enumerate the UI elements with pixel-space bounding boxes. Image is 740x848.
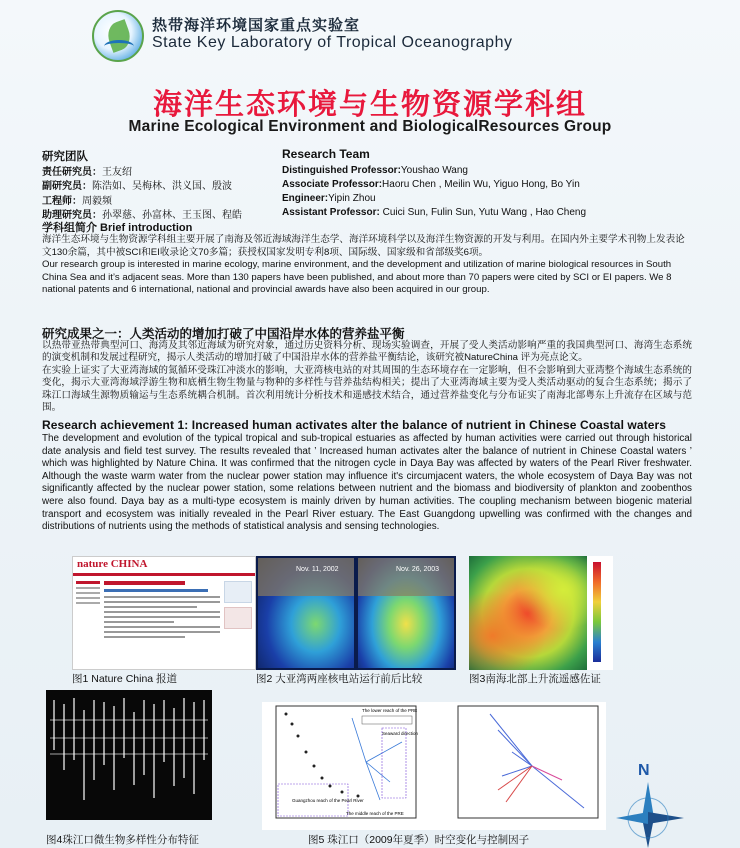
map-after-date: Nov. 26, 2003	[396, 566, 440, 573]
gel-bands	[46, 690, 212, 820]
achievement-cn-body	[42, 340, 692, 414]
figure-4-caption: 图4珠江口微生物多样性分布特征	[46, 834, 199, 846]
lab-name-cn: 热带海洋环境国家重点实验室	[152, 17, 361, 34]
team-en-heading: Research Team	[282, 147, 370, 161]
team-en-row: Assistant Professor: Cuici Sun, Fulin Sun, Yutu Wang , Hao Cheng	[282, 207, 587, 218]
team-en	[282, 147, 586, 220]
figure-4-image	[46, 690, 212, 820]
team-en-row: Engineer:Yipin Zhou	[282, 193, 376, 204]
figure-3-image	[469, 556, 613, 670]
intro-heading: 学科组简介 Brief introduction	[42, 222, 193, 234]
figure-5-caption: 图5 珠江口（2009年夏季）时空变化与控制因子	[308, 834, 530, 846]
figure-3-caption: 图3南海北部上升流遥感佐证	[469, 673, 601, 685]
nature-china-logo: nature CHINA	[77, 558, 148, 570]
achievement-en-body: The development and evolution of the typical tropical and sub-tropical estuaries as affected by human activities were carried out through historical date analysis and field test survey. The results revealed that ’ Increased human activates alter the balance of nutrient in Chinese Coastal waters ’ which was highlighted by Nature China. It was confirmed that the nitrogen cycle in Daya Bay was affected by waters of the Pearl River freshwater. Although the waste warm water from the nuclear power station may influence it's circumjacent waters, the whole ecosystem of Daya Bay was not significantly affected by the nuclear power station, some relations between nutrient and the biomass and biodiversity of plankton and zoobenthos were also found. Daya bay as a multi-type ecosystem is mainly driven by human activities. The coupling mechanism between biogenic material transport and ecosystem was initially revealed in the Pearl River estuary. The East Guangdong upwelling was confirmed with the changes and distributions of nutrients using the methods of statistical analysis and sensing technologies.	[42, 433, 692, 533]
team-cn-heading: 研究团队	[42, 151, 88, 163]
figure-1-caption: 图1 Nature China 报道	[72, 673, 178, 685]
label-seaward-direction: Seaward direction	[382, 731, 419, 736]
map-before-date: Nov. 11, 2002	[296, 566, 339, 573]
map-before	[258, 558, 354, 668]
page-title-cn: 海洋生态环境与生物资源学科组	[152, 87, 587, 121]
lab-logo	[92, 10, 144, 62]
team-cn-row: 责任研究员：王友绍	[42, 166, 132, 178]
map-after	[358, 558, 454, 668]
figure-2-caption: 图2 大亚湾两座核电站运行前后比较	[256, 673, 423, 685]
upwelling-map	[469, 556, 587, 670]
team-cn-row: 副研究员：陈浩如、吴梅林、洪义国、殷波	[42, 181, 232, 192]
label-middle-reach: The middle reach of the PRE	[346, 811, 404, 816]
achievement-cn-heading: 研究成果之一：人类活动的增加打破了中国沿岸水体的营养盐平衡	[42, 327, 405, 341]
nature-china-banner	[73, 557, 255, 576]
label-guangzhou-reach: Guangzhou reach of the Pearl River	[292, 798, 364, 803]
intro-en: Our research group is interested in marine ecology, marine environment, and the development and utilization of marine biological resources in South China Sea and it’s adjacent seas. More than 130 papers have been published, and about more than 70 papers were cited by SCI or EI papers. We 8 national patents and 6 international, national and provincial awards have also been acquired in our group.	[42, 259, 672, 296]
compass-north-label: N	[638, 762, 650, 779]
team-cn	[42, 150, 242, 224]
ordination-plots	[262, 702, 606, 830]
compass-rose-icon	[614, 756, 694, 848]
team-en-row: Associate Professor:Haoru Chen , Meilin Wu, Yiguo Hong, Bo Yin	[282, 179, 580, 190]
intro-section	[42, 222, 692, 296]
page-title-en: Marine Ecological Environment and BiologicalResources Group	[128, 118, 612, 135]
color-scale-bar	[593, 562, 601, 662]
figure-2-image	[256, 556, 456, 670]
lab-name-en: State Key Laboratory of Tropical Oceanography	[152, 34, 513, 51]
intro-cn: 海洋生态环境与生物资源学科组主要开展了南海及邻近海域海洋生态学、海洋环境科学以及海洋生物资源的开发与利用。在国内外主要学术刊物上发表论文130余篇，其中被SCI和EI收录论文70多篇；获授权国家发明专利8项、国际级、国家级和省部级奖6项。	[42, 234, 685, 258]
wave-icon	[104, 40, 134, 53]
team-cn-row: 助理研究员：孙翠慈、孙富林、王玉图、程皓	[42, 210, 242, 221]
team-en-row: Distinguished Professor:Youshao Wang	[282, 165, 468, 176]
achievement-en-heading: Research achievement 1: Increased human activates alter the balance of nutrient in Chinese Coastal waters	[42, 418, 667, 432]
achievement-cn-p2: 在实验上证实了大亚湾海域的氮循环受珠江冲淡水的影响，大亚湾核电站的对其周围的生态环境存在一定影响，但不会影响到大亚湾整个海域生态系统的变化，揭示大亚湾海域浮游生物和底栖生物生物量与物种的多样性与营养盐结构相关；提出了大亚湾海域主要为受人类活动驱动的复合生态系统；揭示了珠江口海域生源物质输运与生态系统耦合机制。首次利用统计分析技术和遥感技术结合，通过营养盐变化与分布证实了南海北部粤东上升流存在区域与范围。	[42, 364, 692, 414]
label-lower-reach: The lower reach of the PRE	[362, 708, 418, 713]
figure-5-image	[262, 702, 606, 830]
team-cn-row: 工程师：周毅频	[42, 195, 112, 207]
achievement-cn-p1: 以热带亚热带典型河口、海湾及其邻近海域为研究对象，通过历史资料分析、现场实验调查，开展了受人类活动影响严重的我国典型河口、海湾生态系统的演变机制和发展过程研究，揭示人类活动的增加打破了中国沿岸水体的营养盐平衡结论，该研究被NatureChina 评为亮点论文。	[42, 340, 692, 364]
figure-1-image	[72, 556, 256, 670]
